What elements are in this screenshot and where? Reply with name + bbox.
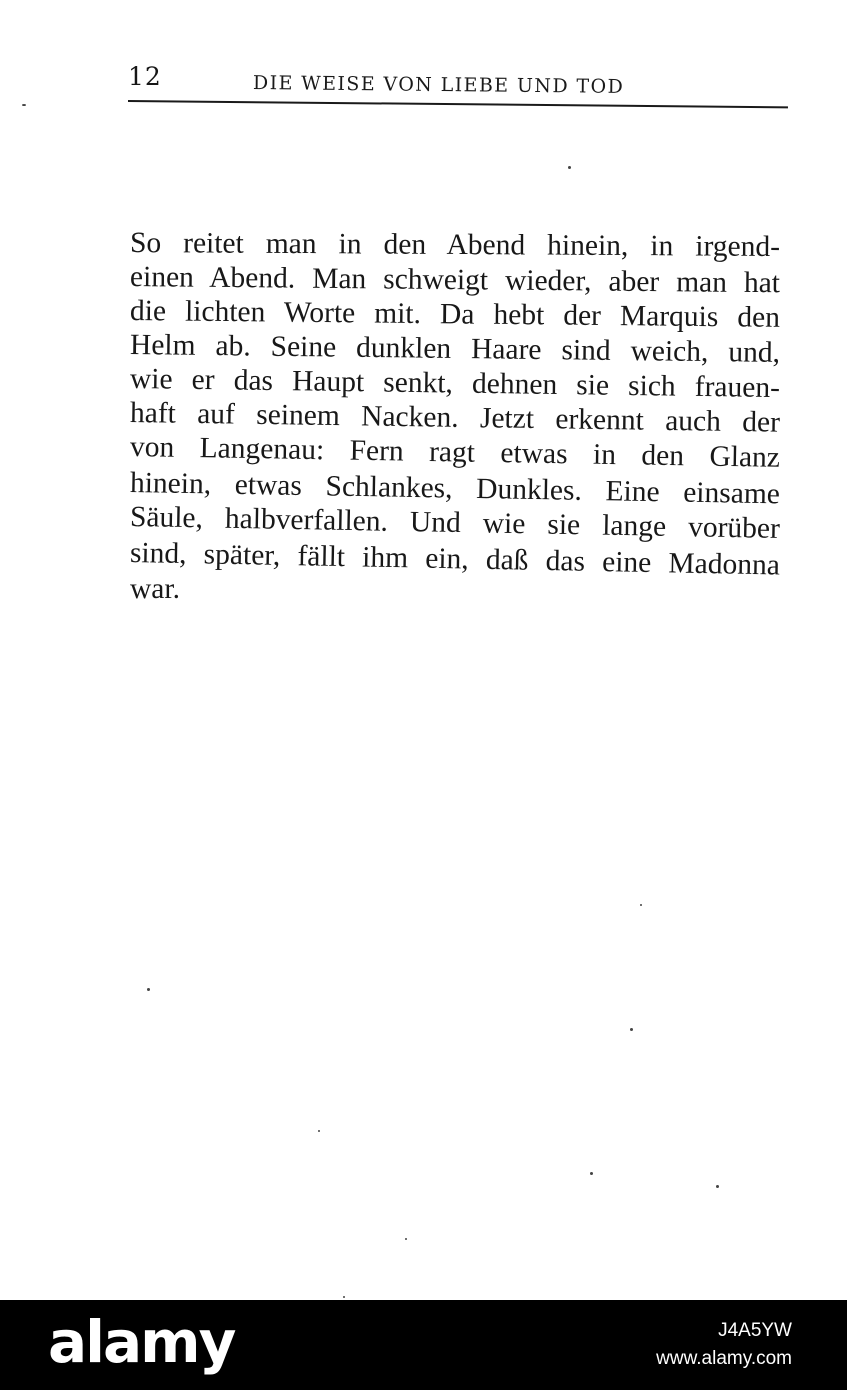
- text-line: die lichten Worte mit. Da hebt der Marquis den: [129, 295, 781, 334]
- text-line: wie er das Haupt senkt, dehnen sie sich frauen-: [129, 363, 781, 405]
- text-line: haft auf seinem Nacken. Jetzt erkennt auch der: [129, 397, 781, 439]
- alamy-logo: alamy: [48, 1308, 235, 1376]
- header-rule: [128, 100, 788, 108]
- text-line: von Langenau: Fern ragt etwas in den Glanz: [129, 431, 781, 474]
- scan-speck: [568, 166, 571, 169]
- scan-speck: [630, 1028, 633, 1031]
- scan-speck: [405, 1238, 407, 1240]
- site-url: www.alamy.com: [656, 1348, 792, 1369]
- text-line: war.: [130, 573, 180, 605]
- text-line: So reitet man in den Abend hinein, in irgend-: [129, 227, 781, 263]
- scan-speck: [147, 988, 150, 991]
- scan-speck: [22, 104, 26, 106]
- text-line: sind, später, fällt ihm ein, daß das eine Madonna: [129, 537, 781, 582]
- text-line: Helm ab. Seine dunklen Haare sind weich, und,: [129, 329, 781, 369]
- running-title: DIE WEISE VON LIEBE UND TOD: [252, 72, 625, 98]
- scan-speck: [590, 1172, 593, 1175]
- text-line: Säule, halbverfallen. Und wie sie lange vorüber: [129, 501, 781, 545]
- scan-speck: [318, 1130, 320, 1132]
- text-line: hinein, etwas Schlankes, Dunkles. Eine einsame: [129, 467, 781, 511]
- text-line: einen Abend. Man schweigt wieder, aber man hat: [129, 261, 781, 300]
- scan-speck: [343, 1296, 345, 1298]
- scan-speck: [640, 904, 642, 906]
- scan-speck: [716, 1185, 719, 1188]
- watermark-banner: [0, 1300, 847, 1390]
- image-id: J4A5YW: [718, 1320, 792, 1341]
- page-number: 12: [128, 62, 162, 91]
